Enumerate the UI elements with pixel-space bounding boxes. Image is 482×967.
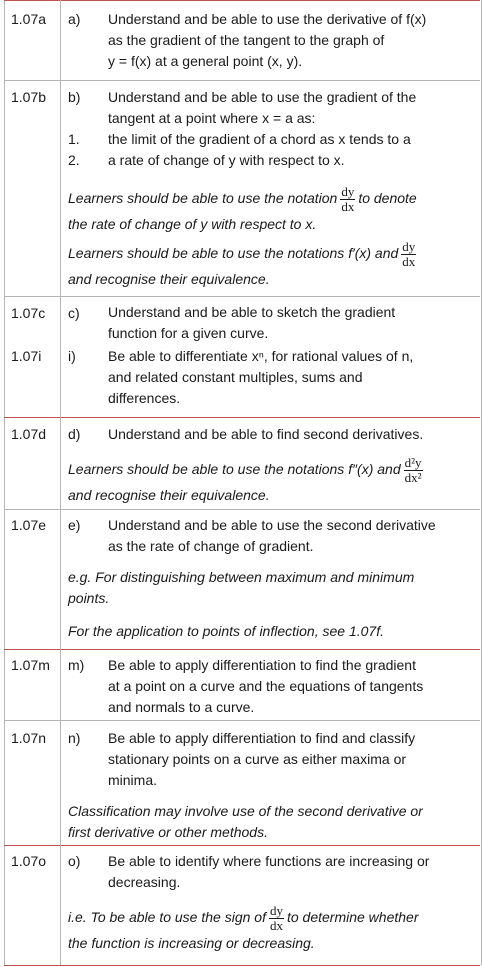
- row-divider: [4, 845, 480, 846]
- row-divider: [4, 296, 480, 297]
- row-letter: c): [68, 305, 80, 321]
- dy-dx-fraction: $\frac{dy}{dx}$: [341, 184, 355, 214]
- text-line: at a point on a curve and the equations of tangents: [108, 678, 424, 694]
- column-divider: [60, 0, 61, 965]
- row-code: 1.07o: [11, 853, 47, 869]
- list-item: a rate of change of y with respect to x.: [108, 152, 345, 168]
- text-line: Understand and be able to use the derivative of f(x): [108, 11, 427, 27]
- row-letter: o): [68, 853, 81, 869]
- row-text: [108, 9, 426, 72]
- text-line: Understand and be able to find second derivatives.: [108, 426, 424, 442]
- row-letter: n): [68, 730, 81, 746]
- text-line: function for a given curve.: [108, 325, 269, 341]
- row-code: 1.07b: [11, 89, 47, 105]
- text-line: tangent at a point where x = a as:: [108, 110, 316, 126]
- text-line: as the gradient of the tangent to the graph of: [108, 32, 385, 48]
- row-divider: [4, 720, 480, 721]
- row-text: [108, 346, 413, 409]
- classification-note: Classification may involve use of the second derivative or first derivative or other methods.: [68, 803, 423, 840]
- dy-dx-fraction: $\frac{dy}{dx}$: [269, 903, 283, 933]
- row-letter: i): [68, 348, 76, 364]
- row-divider: [4, 509, 480, 510]
- table-top-border: [4, 0, 480, 1]
- row-text: [108, 851, 429, 893]
- list-item: the limit of the gradient of a chord as x tends to a: [108, 131, 411, 147]
- notation-note: Learners should be able to use the notations f″(x) and $\frac{\text{d²y}}{\text{dx²}}$ and recognise their equivalence.: [68, 455, 422, 503]
- row-code: 1.07i: [11, 348, 42, 364]
- text-line: minima.: [108, 772, 158, 788]
- text-line: Understand and be able to sketch the gradient: [108, 304, 396, 320]
- text-line: Be able to apply differentiation to find and classify: [108, 730, 416, 746]
- text-line: differences.: [108, 390, 181, 406]
- text-line: Be able to identify where functions are increasing or: [108, 853, 430, 869]
- text-line: and normals to a curve.: [108, 699, 255, 715]
- row-code: 1.07d: [11, 426, 47, 442]
- text-line: stationary points on a curve as either maxima or: [108, 751, 407, 767]
- sign-note: i.e. To be able to use the sign of $\frac{dy}{dx}$ to determine whether the function is increasing or decreasing.: [68, 903, 419, 951]
- d2y-dx2-fraction: $\frac{\text{d²y}}{\text{dx²}}$: [404, 455, 422, 485]
- row-divider: [4, 649, 480, 650]
- row-letter: a): [68, 11, 81, 27]
- text-line: Understand and be able to use the second derivative: [108, 517, 436, 533]
- text-line: Be able to differentiate xⁿ, for rational values of n,: [108, 348, 414, 364]
- row-letter: e): [68, 517, 81, 533]
- text-line: and related constant multiples, sums and: [108, 369, 363, 385]
- inflection-note: For the application to points of inflection, see 1.07f.: [68, 623, 384, 639]
- dy-dx-fraction: $\frac{dy}{dx}$: [402, 239, 416, 269]
- notation-note: Learners should be able to use the notations f′(x) and $\frac{dy}{dx}$ and recognise their equivalence.: [68, 239, 416, 287]
- row-code: 1.07n: [11, 730, 47, 746]
- text-line: y = f(x) at a general point (x, y).: [108, 53, 303, 69]
- table-bottom-border: [4, 965, 480, 966]
- row-letter: b): [68, 89, 81, 105]
- row-divider: [4, 417, 480, 418]
- example-note: e.g. For distinguishing between maximum and minimum points.: [68, 569, 415, 606]
- row-text: [108, 424, 423, 445]
- list-number: 2.: [68, 152, 80, 168]
- row-code: 1.07m: [11, 657, 50, 673]
- row-code: 1.07a: [11, 11, 47, 27]
- row-divider: [4, 80, 480, 81]
- row-text: [108, 302, 395, 344]
- row-code: 1.07c: [11, 305, 46, 321]
- notation-note: Learners should be able to use the notation $\frac{dy}{dx}$ to denote the rate of change of y with respect to x.: [68, 184, 417, 232]
- text-line: Understand and be able to use the gradient of the: [108, 89, 417, 105]
- row-code: 1.07e: [11, 517, 47, 533]
- row-text: [108, 515, 436, 557]
- text-line: decreasing.: [108, 874, 181, 890]
- list-number: 1.: [68, 131, 80, 147]
- row-letter: d): [68, 426, 81, 442]
- row-text: [108, 728, 415, 791]
- row-text: [108, 655, 423, 718]
- row-text: [108, 87, 416, 171]
- text-line: Be able to apply differentiation to find the gradient: [108, 657, 416, 673]
- text-line: as the rate of change of gradient.: [108, 538, 314, 554]
- row-letter: m): [68, 657, 85, 673]
